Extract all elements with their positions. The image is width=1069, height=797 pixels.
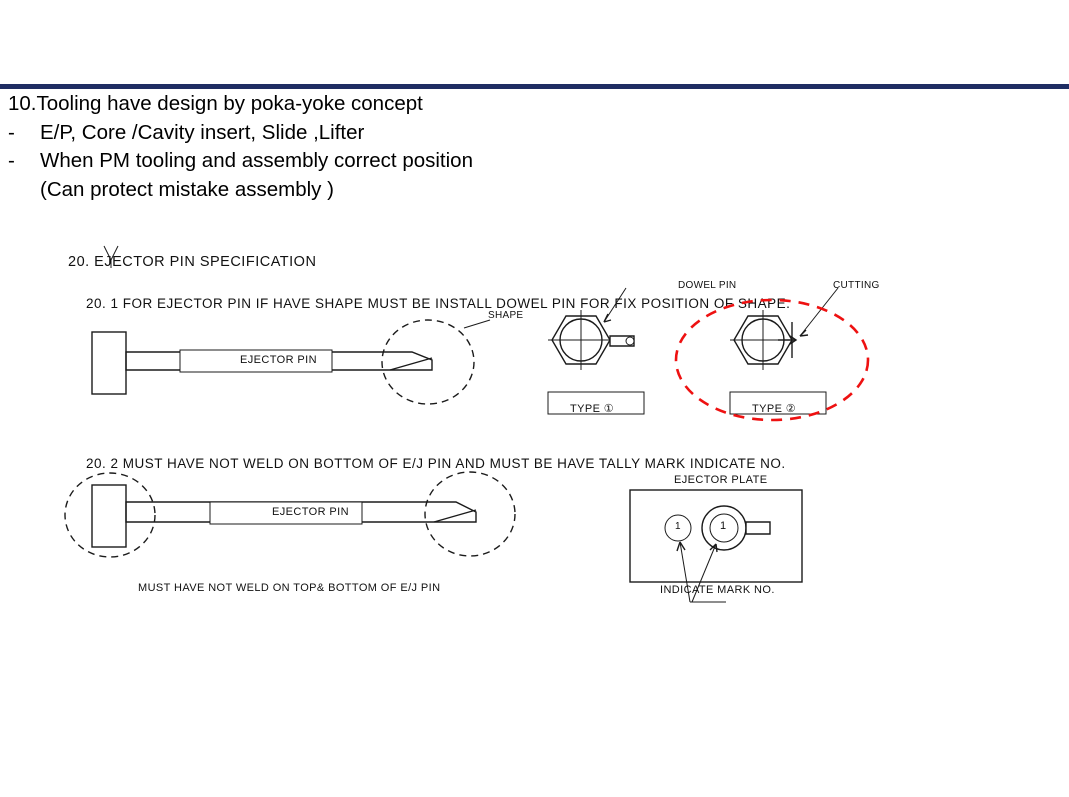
heading-line-3: (Can protect mistake assembly ) (40, 177, 334, 201)
no-weld-note: MUST HAVE NOT WELD ON TOP& BOTTOM OF E/J PIN (138, 582, 441, 594)
heading-bullet-2 (8, 147, 1048, 176)
ejector-pin-specification-drawing (60, 240, 990, 620)
drawing-item-20-2: 20. 2 MUST HAVE NOT WELD ON BOTTOM OF E/J PIN AND MUST BE HAVE TALLY MARK INDICATE NO. (86, 456, 786, 471)
slide-heading-block (8, 90, 1048, 204)
type-2-label: TYPE ② (752, 403, 797, 415)
mark-number-small: 1 (675, 521, 681, 532)
ejector-pin-label-1: EJECTOR PIN (240, 354, 317, 366)
heading-bullet-1 (8, 119, 1048, 148)
dowel-pin-label: DOWEL PIN (678, 280, 737, 291)
cutting-label: CUTTING (833, 280, 880, 291)
type-1-label: TYPE ① (570, 403, 615, 415)
bullet-dash-1: - (8, 120, 15, 144)
drawing-vector-layer (60, 240, 990, 620)
bullet-dash-2: - (8, 149, 15, 172)
heading-line-title: 10.Tooling have design by poka-yoke concept (8, 92, 423, 115)
ejector-pin-label-2: EJECTOR PIN (272, 506, 349, 518)
slide-top-accent-rule (0, 84, 1069, 89)
heading-line-1: E/P, Core /Cavity insert, Slide ,Lifter (40, 120, 365, 144)
drawing-item-20-1: 20. 1 FOR EJECTOR PIN IF HAVE SHAPE MUST BE INSTALL DOWEL PIN FOR FIX POSITION OF SHAPE. (86, 296, 791, 311)
mark-number-large: 1 (720, 520, 727, 532)
ejector-plate-label: EJECTOR PLATE (674, 474, 768, 486)
shape-label: SHAPE (488, 310, 524, 321)
drawing-section-title: 20. EJECTOR PIN SPECIFICATION (68, 254, 317, 270)
heading-line-2: When PM tooling and assembly correct position (40, 149, 473, 172)
indicate-mark-no-label: INDICATE MARK NO. (660, 584, 775, 596)
